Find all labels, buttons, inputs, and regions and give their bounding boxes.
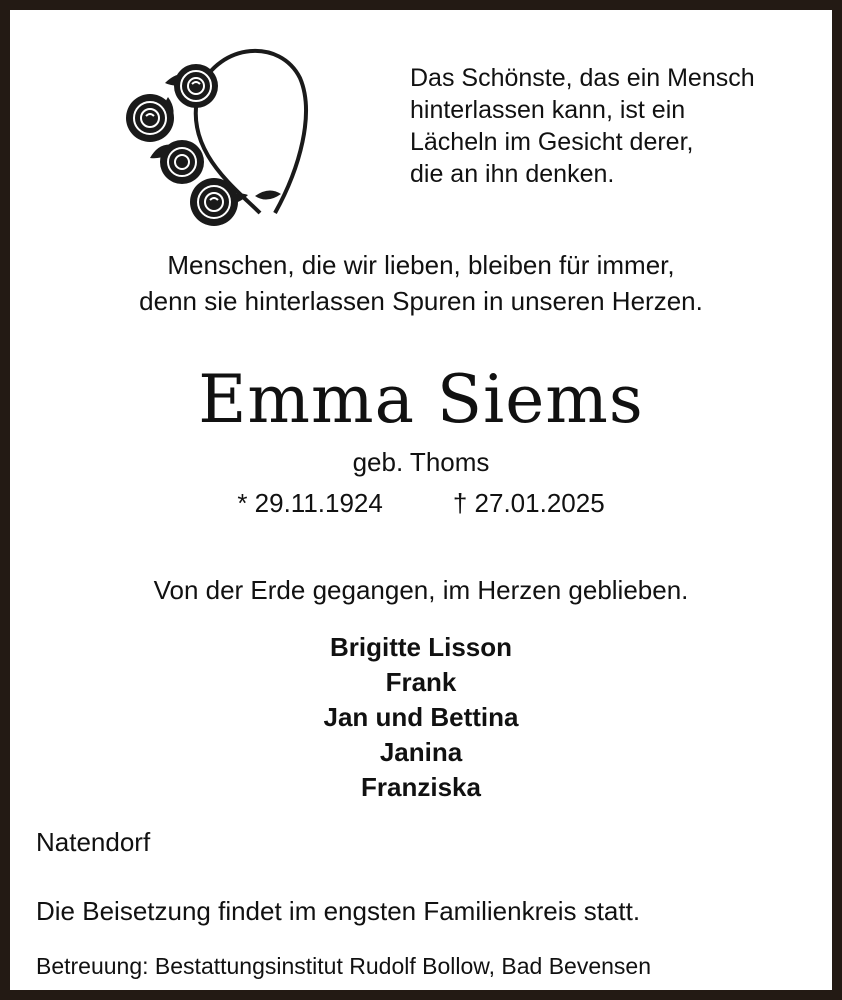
motto-line-1: Menschen, die wir lieben, bleiben für immer,: [167, 250, 675, 280]
epitaph: Von der Erde gegangen, im Herzen geblieben.: [153, 575, 689, 605]
place-name: Natendorf: [36, 827, 151, 857]
mourner-name: Brigitte Lisson: [329, 632, 512, 662]
motto-line-2: denn sie hinterlassen Spuren in unseren Herzen.: [139, 286, 703, 316]
mourner-name: Janina: [379, 737, 463, 767]
death-date: † 27.01.2025: [452, 488, 605, 518]
birth-date: * 29.11.1924: [237, 488, 383, 518]
mourner-name: Jan und Bettina: [323, 702, 519, 732]
quote-line: hinterlassen kann, ist ein: [410, 96, 686, 124]
quote-block: [410, 62, 755, 190]
quote-line: die an ihn denken.: [410, 160, 615, 188]
rose-top: [174, 64, 218, 108]
mourner-name: Franziska: [361, 772, 481, 802]
rose-bottom: [190, 178, 238, 226]
funeral-note: Die Beisetzung findet im engsten Familienkreis statt.: [36, 896, 641, 926]
mourner-name: Frank: [385, 667, 457, 697]
heart-rose-emblem: [110, 18, 350, 238]
quote-line: Das Schönste, das ein Mensch: [410, 64, 755, 92]
heart-roses-icon: [110, 18, 350, 238]
deceased-name: Emma Siems: [198, 361, 644, 438]
rose-middle: [160, 140, 204, 184]
life-dates: [10, 486, 832, 520]
mourners-list: [10, 630, 832, 805]
maiden-name: geb. Thoms: [352, 447, 490, 477]
rose-left: [126, 94, 174, 142]
funeral-home-credit: Betreuung: Bestattungsinstitut Rudolf Bollow, Bad Bevensen: [36, 953, 652, 979]
quote-line: Lächeln im Gesicht derer,: [410, 128, 694, 156]
motto: [10, 247, 832, 319]
